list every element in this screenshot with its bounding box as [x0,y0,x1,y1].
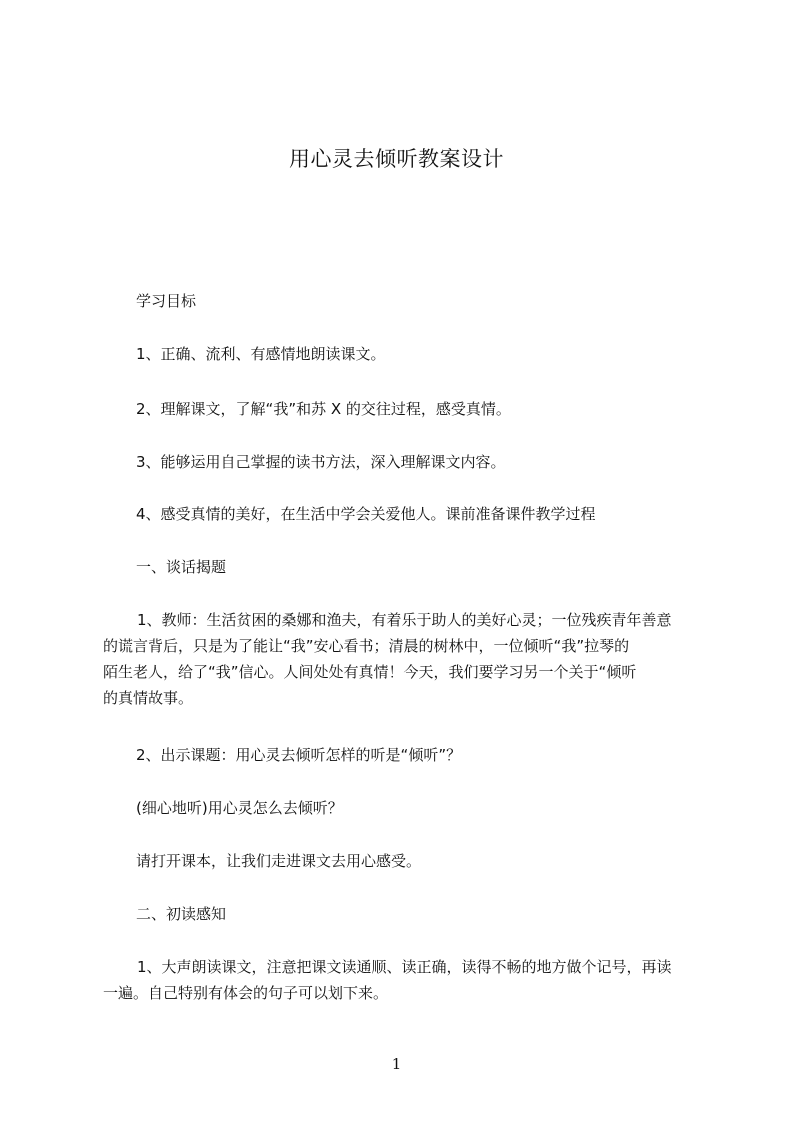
objectives-heading: 学习目标 [136,292,197,310]
part2-heading: 二、初读感知 [136,905,227,923]
part1-item2: 2、出示课题：用心灵去倾听怎样的听是“倾听”？ [136,746,462,764]
paragraph-line: 1、大声朗读课文，注意把课文读通顺、读正确，读得不畅的地方做个记号，再读 [137,958,672,976]
paragraph-line: 1、教师：生活贫困的桑娜和渔夫，有着乐于助人的美好心灵；一位残疾青年善意 [137,611,672,629]
page-title: 用心灵去倾听教案设计 [289,147,504,171]
objective-2: 2、理解课文，了解“我”和苏 X 的交往过程，感受真情。 [136,400,511,418]
paragraph-line: 的谎言背后，只是为了能让“我”安心看书；清晨的树林中，一位倾听“我”拉琴的 [103,637,630,655]
objective-1: 1、正确、流利、有感情地朗读课文。 [136,345,386,363]
part1-question: (细心地听)用心灵怎么去倾听？ [136,799,343,817]
part1-instruction: 请打开课本，让我们走进课文去用心感受。 [136,852,422,870]
part2-item1-paragraph [103,954,723,1006]
paragraph-line: 一遍。自己特别有体会的句子可以划下来。 [103,984,389,1002]
part1-heading: 一、谈话揭题 [136,558,227,576]
paragraph-line: 的真情故事。 [103,689,194,707]
part1-item1-paragraph [103,607,723,711]
paragraph-line: 陌生老人，给了“我”信心。人间处处有真情！今天，我们要学习另一个关于“倾听 [103,663,637,681]
objective-4: 4、感受真情的美好，在生活中学会关爱他人。课前准备课件教学过程 [136,505,596,523]
page-number: 1 [391,1055,402,1073]
objective-3: 3、能够运用自己掌握的读书方法，深入理解课文内容。 [136,453,506,471]
